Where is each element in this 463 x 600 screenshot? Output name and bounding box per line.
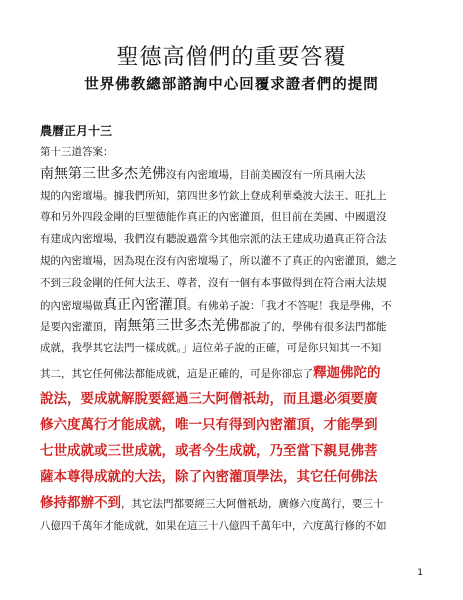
- text-line: [40, 338, 432, 360]
- paragraph: [40, 164, 432, 538]
- text-segment: 規的內密壇場，因為現在沒有內密壇場了，所以灌不了真正的內密灌頂，總之: [40, 254, 397, 267]
- highlighted-text: 修持都辦不到: [40, 494, 121, 511]
- text-line: [40, 490, 432, 516]
- text-segment: 的內密壇場做: [40, 299, 103, 312]
- text-line: [40, 438, 432, 464]
- highlighted-text: 說法，要成就解脫要經過三大阿僧祇劫，而且還必須要廣: [40, 390, 378, 407]
- text-segment: ，其它法門都要經三大阿僧祇劫，廣修六度萬行，要三十: [121, 497, 384, 510]
- text-segment: 尊和另外四段金剛的巨聖德能作真正的內密灌頂，但目前在美國、中國還沒: [40, 211, 387, 224]
- document-subtitle: 世界佛教總部諮詢中心回覆求證者們的提問: [84, 77, 379, 93]
- highlighted-text: 釋迦佛陀的: [313, 364, 381, 381]
- text-line: [40, 207, 432, 229]
- text-line: [40, 186, 432, 208]
- text-segment: 是要內密灌頂，: [40, 321, 114, 334]
- text-segment: 沒有內密壇場，目前美國沒有一所具兩大法: [166, 168, 366, 181]
- emphasized-text: 南無第三世多杰羌佛: [40, 165, 166, 182]
- document-body: [40, 142, 432, 538]
- highlighted-text: 七世成就或三世成就，或者今生成就，乃至當下親見佛菩: [40, 442, 378, 459]
- text-line: [40, 360, 432, 386]
- document-title: 聖德高僧們的重要答覆: [116, 45, 347, 70]
- highlighted-text: 薩本尊得成就的大法，除了內密灌頂學法，其它任何佛法: [40, 468, 378, 485]
- lunar-date: 農曆正月十三: [40, 124, 113, 138]
- text-line: [40, 464, 432, 490]
- text-segment: 。有佛弟子說：「我才不答呢！我是學佛，不: [187, 299, 392, 312]
- text-segment: 規的內密壇場。據我們所知，第四世多竹欽上登成利華桑波大法王、旺扎上: [40, 189, 387, 202]
- text-line: [40, 229, 432, 251]
- answer-label: 第十三道答案：: [40, 146, 114, 158]
- text-segment: 有建成內密壇場，我們沒有聽說過當今其他宗派的法王建成功過真正符合法: [40, 233, 387, 246]
- text-segment: 不到三段金剛的任何大法王、尊者，沒有一個有本事做得到在符合兩大法規: [40, 276, 387, 289]
- emphasized-text: 南無第三世多杰羌佛: [113, 318, 240, 335]
- text-segment: 成就，我學其它法門一樣成就。」這位弟子說的正確，可是你只知其一不知: [40, 342, 382, 355]
- emphasized-text: 真正內密灌頂: [103, 296, 187, 313]
- text-segment: 八億四千萬年才能成就，如果在這三十八億四千萬年中，六度萬行修的不如: [40, 519, 387, 532]
- text-line: [40, 386, 432, 412]
- text-line: [40, 295, 432, 317]
- text-segment: 都說了的，學佛有很多法門都能: [239, 321, 387, 334]
- text-line: [40, 164, 432, 186]
- text-line: [40, 273, 432, 295]
- text-line: [40, 516, 432, 538]
- text-segment: 其二，其它任何佛法都能成就，這是正確的，可是你卻忘了: [40, 367, 313, 380]
- text-line: [40, 316, 432, 338]
- text-line: [40, 251, 432, 273]
- highlighted-text: 修六度萬行才能成就，唯一只有得到內密灌頂，才能學到: [40, 416, 378, 433]
- text-line: [40, 412, 432, 438]
- page-number: 1: [417, 568, 423, 578]
